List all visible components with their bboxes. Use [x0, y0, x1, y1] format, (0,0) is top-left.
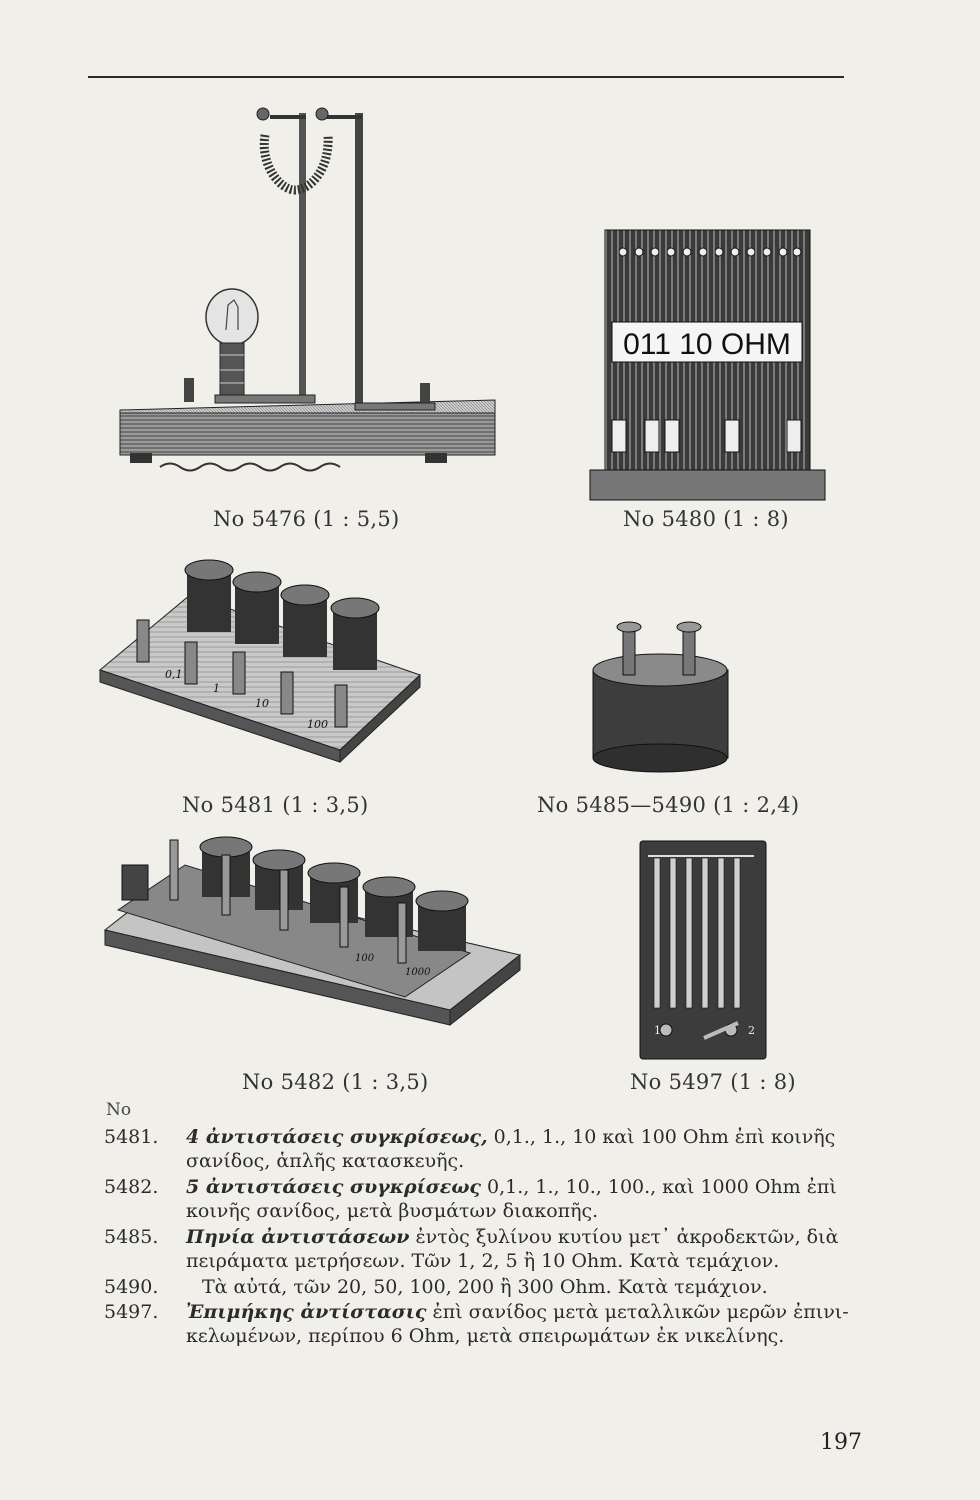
caption-5497: No 5497 (1 : 8)	[630, 1070, 796, 1094]
figure-5482	[100, 835, 525, 1030]
entry-5481	[104, 1125, 874, 1173]
terminal-1: 1	[654, 1024, 661, 1037]
entry-line2: κοινῆς σανίδος, μετὰ βυσμάτων διακοπῆς.	[186, 1200, 599, 1222]
entry-heading: Πηνία ἀντιστάσεων	[186, 1226, 410, 1248]
entry-line1: ἐπὶ σανίδος μετὰ μεταλλικῶν μερῶν ἐπινι-	[426, 1301, 849, 1323]
entry-number: 5482.	[104, 1176, 159, 1198]
caption-5480: No 5480 (1 : 8)	[623, 507, 789, 531]
entry-line2: σανίδος, ἁπλῆς κατασκευῆς.	[186, 1150, 465, 1172]
entry-5490	[104, 1275, 874, 1299]
entry-number: 5485.	[104, 1226, 159, 1248]
figure-5481	[95, 550, 430, 765]
entry-line1: Τὰ αὐτά, τῶν 20, 50, 100, 200 ἢ 300 Ohm. Κατὰ τεμάχιον.	[202, 1276, 768, 1298]
entry-heading: 5 ἀντιστάσεις συγκρίσεως	[186, 1176, 481, 1198]
entry-5482	[104, 1175, 874, 1223]
caption-5476: No 5476 (1 : 5,5)	[213, 507, 400, 531]
entry-line1: 0,1., 1., 10., 100., καὶ 1000 Ohm ἐπὶ	[481, 1176, 837, 1198]
marking-1: 1	[213, 682, 220, 695]
entry-heading: 4 ἀντιστάσεις συγκρίσεως,	[186, 1126, 488, 1148]
entry-line1: 0,1., 1., 10 καὶ 100 Ohm ἐπὶ κοινῆς	[487, 1126, 836, 1148]
entries-header: No	[106, 1100, 132, 1120]
page-number: 197	[820, 1430, 862, 1455]
entry-number: 5481.	[104, 1126, 159, 1148]
entry-line2: κελωμένων, περίπου 6 Ohm, μετὰ σπειρωμάτων ἐκ νικελίνης.	[186, 1325, 785, 1347]
caption-5485: No 5485—5490 (1 : 2,4)	[537, 793, 800, 817]
top-rule	[88, 76, 844, 78]
entry-number: 5490.	[104, 1276, 159, 1298]
caption-5481: No 5481 (1 : 3,5)	[182, 793, 369, 817]
entry-5497	[104, 1300, 874, 1348]
entry-heading: Ἐπιμήκης ἀντίστασις	[186, 1301, 427, 1323]
entry-line2: πειράματα μετρήσεων. Τῶν 1, 2, 5 ἢ 10 Ohm. Κατὰ τεμάχιον.	[186, 1250, 780, 1272]
marking-1000: 1000	[405, 967, 431, 978]
figure-5480	[585, 225, 830, 505]
marking-01: 0,1	[165, 668, 183, 681]
marking-100: 100	[355, 953, 375, 964]
board-label: 011 10 OHM	[623, 328, 791, 361]
entry-number: 5497.	[104, 1301, 159, 1323]
figure-5476	[100, 95, 530, 505]
figure-5485	[575, 615, 745, 780]
entry-5485	[104, 1225, 874, 1273]
terminal-2: 2	[748, 1024, 755, 1037]
caption-5482: No 5482 (1 : 3,5)	[242, 1070, 429, 1094]
figure-5497	[636, 838, 771, 1063]
entry-line1: ἐντὸς ξυλίνου κυτίου μετ᾽ ἀκροδεκτῶν, διὰ	[409, 1226, 839, 1248]
marking-100: 100	[307, 718, 328, 731]
marking-10: 10	[255, 697, 269, 710]
